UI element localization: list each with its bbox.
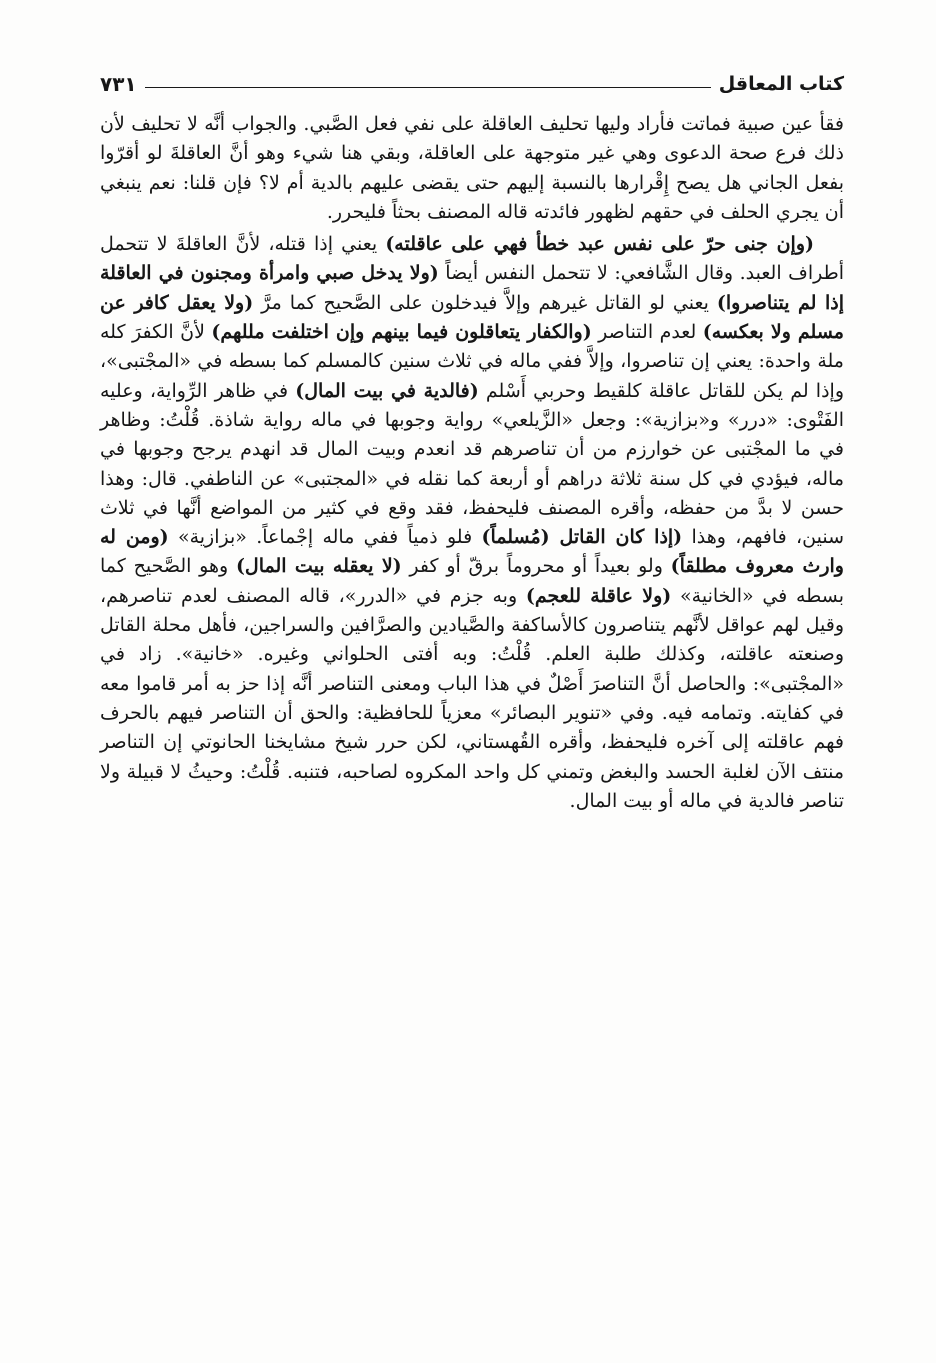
commentary-text: ولو بعيداً أو محروماً برقّ أو كفر bbox=[401, 555, 671, 578]
matn-text: (ولا يدخل صبي وامرأة ومجنون في العاقلة إذا لم يتناصروا) bbox=[100, 262, 844, 314]
commentary-text: في ظاهر الرِّواية، وعليه الفَتْوى: «درر» و«بزازية»: وجعل «الزَّيلعي» رواية وجوبها في ماله رواية شاذة. قُلْتُ: وظاهر في ما المجْتبى عن خوارزم من أن تناصرهم قد انعدم وبيت المال قد انهدم يرجح وجوبها في ماله، فيؤدي في كل سنة ثلاثة دراهم أو أربعة كما نقله في «المجتبى» عن الناطفي. قال: وهذا حسن لا بدَّ من حفظه، وأقره المصنف فليحفظ، فقد وقع في كثير من المواضع أنَّها في ثلاث سنين، فافهم، وهذا bbox=[100, 379, 844, 549]
commentary-text: فلو ذمياً ففي ماله إجْماعاً. «بزازية» bbox=[168, 526, 482, 549]
matn-text: (وإن جنى حرّ على نفس عبد خطأ فهي على عاقلته) bbox=[385, 233, 814, 256]
matn-text: (ومن له وارث معروف مطلقاً) bbox=[100, 526, 844, 578]
header-rule bbox=[145, 87, 711, 88]
commentary-text: لأنَّ الكفرَ كله ملة واحدة: يعني إن تناصروا، وإلاَّ ففي ماله في ثلاث سنين كالمسلم كما بسطه في «المجْتبى»، وإذا لم يكن للقاتل عاقلة كلقيط وحربي أَسْلم bbox=[100, 321, 844, 402]
commentary-text: وبه جزم في «الدرر»، قاله المصنف لعدم تناصرهم، وقيل لهم عواقل لأنَّهم يتناصرون كالأساكفة والصَّيادين والصرَّافين والسراجين، فأهل محلة القاتل وصنعته عاقلته، وكذلك طلبة العلم. قُلْتُ: وبه أفتى الحلواني وغيره. «خانية». زاد في «المجْتبى»: والحاصل أنَّ التناصرَ أَصْلٌ في هذا الباب ومعنى التناصر أنَّه إذا حز به أمر قاموا معه في كفايته. وتمامه فيه. وفي «تنوير البصائر» معزياً للحافظية: والحق أن التناصر فيهم بالحرف فهم عاقلته إلى آخره فليحفظ، وأقره القُهستاني، لكن حرر شيخ مشايخنا الحانوتي إن التناصر منتف الآن لغلبة الحسد والبغض وتمني كل واحد المكروه لصاحبه، فتنبه. قُلْتُ: وحيثُ لا قبيلة ولا تناصر فالدية في ماله أو بيت المال. bbox=[100, 584, 844, 812]
commentary-text: وهو الصَّحيح كما بسطه في «الخانية» bbox=[100, 555, 844, 607]
running-header bbox=[100, 58, 844, 96]
body-text bbox=[100, 110, 844, 816]
matn-text: (ولا يعقل كافر عن مسلم ولا بعكسه) bbox=[100, 291, 844, 344]
matn-text: (والكفار يتعاقلون فيما بينهم وإن اختلفت مللهم) bbox=[211, 321, 592, 344]
book-title: كتاب المعاقل bbox=[718, 73, 844, 96]
commentary-text: يعني لو القاتل غيرهم وإلاَّ فيدخلون على الصَّحيح كما مرَّ bbox=[253, 291, 717, 314]
paragraph bbox=[100, 110, 844, 227]
paragraph bbox=[100, 230, 844, 816]
matn-text: (إذا كان القاتل (مُسلماً) bbox=[481, 526, 683, 549]
page-number: ٧٣١ bbox=[100, 72, 137, 96]
commentary-text: لعدم التناصر bbox=[591, 321, 703, 344]
matn-text: (لا يعقله بيت المال) bbox=[235, 555, 402, 578]
matn-text: (ولا عاقلة للعجم) bbox=[525, 584, 672, 607]
matn-text: (فالدية في بيت المال) bbox=[295, 379, 479, 402]
commentary-text: يعني إذا قتله، لأنَّ العاقلةَ لا تتحمل أطراف العبد. وقال الشَّافعي: لا تتحمل النفس أيضاً bbox=[100, 233, 844, 285]
commentary-text: فقأ عين صبية فماتت فأراد وليها تحليف العاقلة على نفي فعل الصَّبي. والجواب أنَّه لا تحليف لأن ذلك فرع صحة الدعوى وهي غير متوجهة على العاقلة، وبقي هنا شيء وهو أنَّ العاقلةَ لو أقرّوا بفعل الجاني هل يصح إِقْرارها بالنسبة إليهم حتى يقضى عليهم بالدية أم لا؟ فإن قلنا: نعم ينبغي أن يجري الحلف في حقهم لظهور فائدته قاله المصنف بحثاً فليحرر. bbox=[100, 113, 844, 223]
